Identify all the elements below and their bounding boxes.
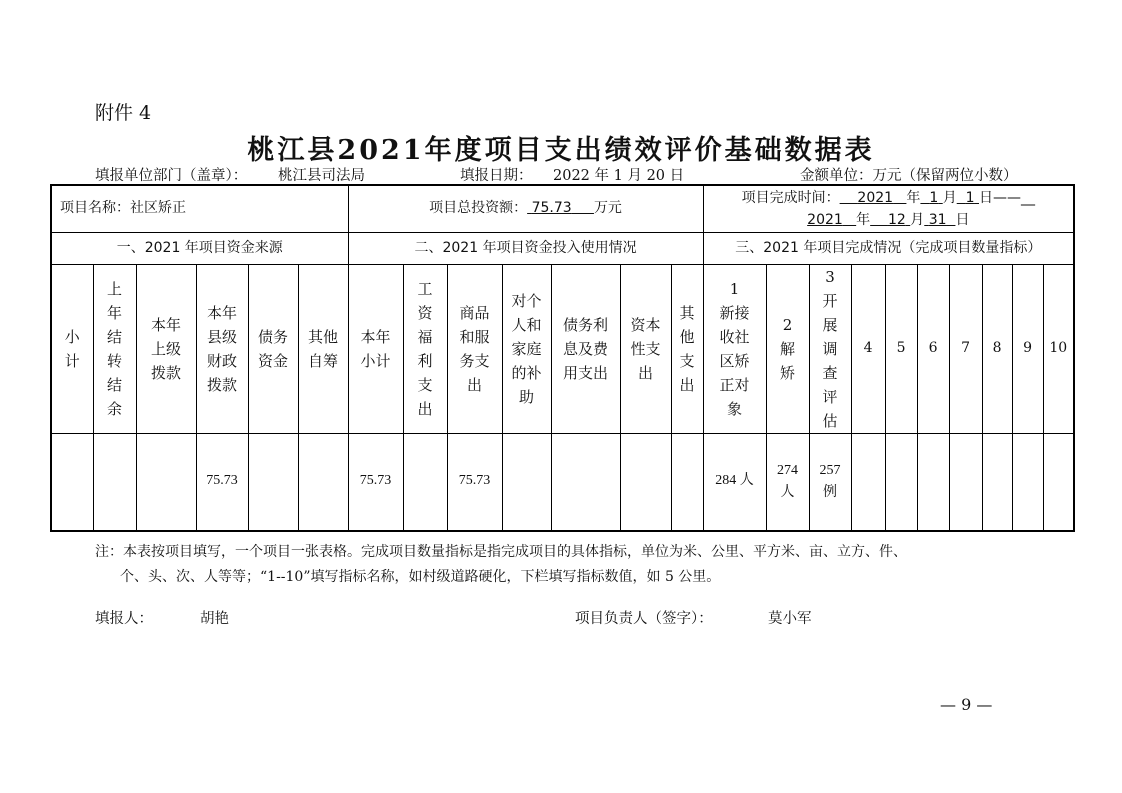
document-title: 桃江县2021年度项目支出绩效评价基础数据表 — [247, 135, 875, 166]
section-funding-use: 二、2021 年项目资金投入使用情况 — [348, 232, 703, 264]
col-indicator-4: 4 — [851, 264, 885, 433]
col-wages-welfare: 工资福利支出 — [403, 264, 447, 433]
col-indicator-8: 8 — [982, 264, 1012, 433]
total-value: 75.73 — [531, 200, 572, 217]
col-indicator-5: 5 — [885, 264, 917, 433]
amount-unit: 金额单位：万元（保留两位小数） — [800, 168, 1018, 184]
col-indicator-9: 9 — [1012, 264, 1043, 433]
attachment-label: 附件 4 — [95, 102, 152, 124]
col-debt-interest: 债务利 息及费 用支出 — [551, 264, 620, 433]
unit-label: 填报单位部门（盖章）： — [95, 168, 248, 184]
total-unit: 万元 — [593, 200, 622, 217]
cell-debt-funds — [248, 433, 298, 531]
col-goods-services: 商品 和服 务支 出 — [447, 264, 502, 433]
col-indicator-6: 6 — [917, 264, 949, 433]
filler-name: 胡艳 — [200, 611, 229, 627]
leader-label: 项目负责人（签字）： — [575, 611, 713, 627]
footnote-line-1: 注：本表按项目填写，一个项目一张表格。完成项目数量指标是指完成项目的具体指标，单位为米、公里、平方米、亩、立方、件、 — [95, 544, 907, 560]
project-name: 项目名称：社区矫正 — [60, 200, 186, 217]
cell-indicator-10 — [1043, 433, 1074, 531]
cell-other-expense — [671, 433, 703, 531]
col-debt-funds: 债务 资金 — [248, 264, 298, 433]
cell-self-raised — [298, 433, 348, 531]
cell-superior-allocation — [136, 433, 196, 531]
leader-name: 莫小军 — [768, 611, 812, 627]
col-indicator-10: 10 — [1043, 264, 1074, 433]
page-number: — 9 — — [940, 695, 993, 714]
date-label: 填报日期： — [460, 168, 533, 184]
col-other-expense: 其他支出 — [671, 264, 703, 433]
cell-year-subtotal: 75.73 — [348, 433, 403, 531]
project-name-cell — [51, 185, 348, 232]
cell-prior-balance — [93, 433, 136, 531]
col-indicator-3: 3 开 展 调 查 评 估 — [809, 264, 851, 433]
cell-indicator-5 — [885, 433, 917, 531]
cell-indicator-8 — [982, 433, 1012, 531]
col-year-subtotal: 本年 小计 — [348, 264, 403, 433]
col-indicator-7: 7 — [949, 264, 982, 433]
cell-subtotal — [51, 433, 93, 531]
col-subtotal: 小计 — [51, 264, 93, 433]
completion-end: 2021 年 12 月 31 日 — [807, 211, 970, 228]
cell-indicator-1: 284 人 — [703, 433, 766, 531]
cell-wages-welfare — [403, 433, 447, 531]
completion-start: 项目完成时间： 2021 年 1 月 1 日——__ — [741, 189, 1035, 206]
data-table — [50, 184, 1075, 532]
filler-label: 填报人： — [95, 611, 153, 627]
cell-personal-subsidy — [502, 433, 551, 531]
col-superior-allocation: 本年 上级 拨款 — [136, 264, 196, 433]
col-personal-subsidy: 对个 人和 家庭 的补 助 — [502, 264, 551, 433]
cell-capital-expense — [620, 433, 671, 531]
cell-indicator-7 — [949, 433, 982, 531]
cell-indicator-6 — [917, 433, 949, 531]
cell-indicator-4 — [851, 433, 885, 531]
cell-debt-interest — [551, 433, 620, 531]
footnote — [95, 540, 1055, 590]
section-funding-source: 一、2021 年项目资金来源 — [51, 232, 348, 264]
col-prior-balance: 上年结转结余 — [93, 264, 136, 433]
date-value: 2022 年 1 月 20 日 — [553, 168, 685, 184]
unit-value: 桃江县司法局 — [278, 168, 365, 184]
cell-goods-services: 75.73 — [447, 433, 502, 531]
cell-county-allocation: 75.73 — [196, 433, 248, 531]
footnote-line-2: 个、头、次、人等等；“1--10”填写指标名称，如村级道路硬化，下栏填写指标数值，如 5 公里。 — [120, 569, 721, 585]
total-investment-cell — [348, 185, 703, 232]
section-completion: 三、2021 年项目完成情况（完成项目数量指标） — [703, 232, 1074, 264]
cell-indicator-3: 257 例 — [809, 433, 851, 531]
cell-indicator-9 — [1012, 433, 1043, 531]
col-capital-expense: 资本 性支 出 — [620, 264, 671, 433]
col-county-allocation: 本年 县级 财政 拨款 — [196, 264, 248, 433]
completion-time-cell — [703, 185, 1074, 232]
total-label: 项目总投资额： — [429, 200, 528, 217]
col-indicator-2: 2 解 矫 — [766, 264, 809, 433]
cell-indicator-2: 274 人 — [766, 433, 809, 531]
col-indicator-1: 1 新接 收社 区矫 正对 象 — [703, 264, 766, 433]
col-self-raised: 其他 自筹 — [298, 264, 348, 433]
